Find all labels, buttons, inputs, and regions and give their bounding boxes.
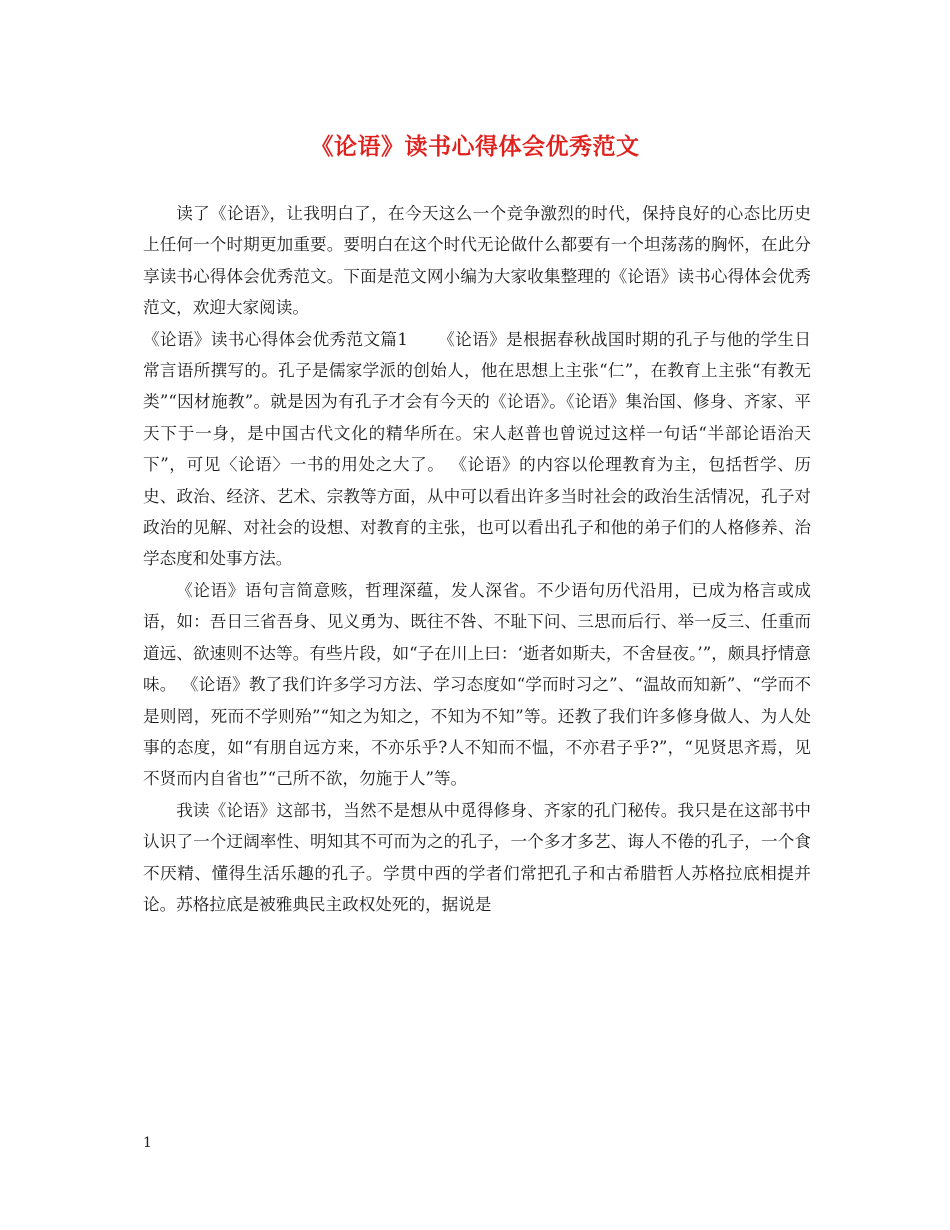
- intro-paragraph: 读了《论语》，让我明白了，在今天这么一个竞争激烈的时代，保持良好的心态比历史上任何一个时期更加重要。要明白在这个时代无论做什么都要有一个坦荡荡的胸怀，在此分享读书心得体会优秀范文。下面是范文网小编为大家收集整理的《论语》读书心得体会优秀范文，欢迎大家阅读。: [143, 204, 811, 318]
- paragraph-3: 我读《论语》这部书，当然不是想从中觅得修身、齐家的孔门秘传。我只是在这部书中认识了一个迂阔率性、明知其不可而为之的孔子，一个多才多艺、诲人不倦的孔子，一个食不厌精、懂得生活乐趣的孔子。学贯中西的学者们常把孔子和古希腊哲人苏格拉底相提并论。苏格拉底是被雅典民主政权处死的，据说是: [143, 800, 811, 914]
- page-number: 1: [143, 1135, 152, 1151]
- document-body: [143, 198, 811, 920]
- paragraph-2: 《论语》语句言简意赅，哲理深蕴，发人深省。不少语句历代沿用，已成为格言或成语，如：吾日三省吾身、见义勇为、既往不咎、不耻下问、三思而后行、举一反三、任重而道远、欲速则不达等。有些片段，如“子在川上曰：‘逝者如斯夫，不舍昼夜。’”，颇具抒情意味。 《论语》教了我们许多学习方法、学习态度如“学而时习之”、“温故而知新”、“学而不是则罔，死而不学则殆”“知之为知之，不知为不知”等。还教了我们许多修身做人、为人处事的态度，如“有朋自远方来，不亦乐乎?人不知而不愠，不亦君子乎?”，“见贤思齐焉，见不贤而内自省也”“己所不欲，勿施于人”等。: [143, 580, 811, 789]
- document-title: 《论语》读书心得体会优秀范文: [310, 133, 640, 160]
- section-heading: 《论语》读书心得体会优秀范文篇1: [143, 329, 408, 349]
- paragraph-1-text: 《论语》是根据春秋战国时期的孔子与他的学生日常言语所撰写的。孔子是儒家学派的创始人，他在思想上主张“仁”，在教育上主张“有教无类”“因材施教”。就是因为有孔子才会有今天的《论语》。《论语》集治国、修身、齐家、平天下于一身，是中国古代文化的精华所在。宋人赵普也曾说过这样一句话“半部论语治天下”，可见〈论语〉一书的用处之大了。 《论语》的内容以伦理教育为主，包括哲学、历史、政治、经济、艺术、宗教等方面，从中可以看出许多当时社会的政治生活情况，孔子对政治的见解、对社会的设想、对教育的主张，也可以看出孔子和他的弟子们的人格修养、治学态度和处事方法。: [143, 329, 812, 569]
- section-paragraph-1: [143, 324, 811, 575]
